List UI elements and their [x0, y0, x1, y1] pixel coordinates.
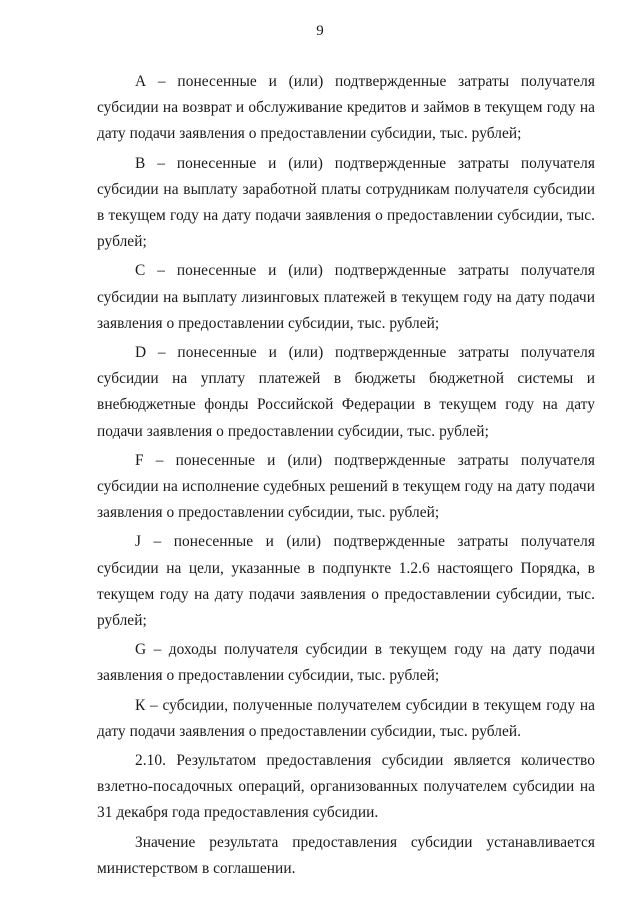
definition-d: D – понесенные и (или) подтвержденные затраты получателя субсидии на уплату платежей в бюджеты бюджетной системы и внебюджетные фонды Российской Федерации в текущем году на дату подачи заявления о предоставлении субсидии, тыс. рублей; — [97, 344, 595, 440]
definition-c: С – понесенные и (или) подтвержденные затраты получателя субсидии на выплату лизинговых платежей в текущем году на дату подачи заявления о предоставлении субсидии, тыс. рублей; — [97, 262, 595, 332]
result-value-paragraph: Значение результата предоставления субсидии устанавливается министерством в соглашении. — [97, 833, 595, 877]
clause-2-10: 2.10. Результатом предоставления субсидии является количество взлетно-посадочных операций, организованных получателем субсидии на 31 декабря года предоставления субсидии. — [97, 752, 595, 822]
definition-b: В – понесенные и (или) подтвержденные затраты получателя субсидии на выплату заработной платы сотрудникам получателя субсидии в текущем году на дату подачи заявления о предоставлении субсидии, тыс. рублей; — [97, 154, 595, 251]
definition-g: G – доходы получателя субсидии в текущем году на дату подачи заявления о предоставлении субсидии, тыс. рублей; — [97, 641, 595, 685]
document-body — [97, 69, 595, 885]
definition-a: А – понесенные и (или) подтвержденные затраты получателя субсидии на возврат и обслуживание кредитов и займов в текущем году на дату подачи заявления о предоставлении субсидии, тыс. рублей; — [97, 73, 595, 143]
definition-f: F – понесенные и (или) подтвержденные затраты получателя субсидии на исполнение судебных решений в текущем году на дату подачи заявления о предоставлении субсидии, тыс. рублей; — [97, 451, 595, 522]
definition-j: J – понесенные и (или) подтвержденные затраты получателя субсидии на цели, указанные в подпункте 1.2.6 настоящего Порядка, в текущем году на дату подачи заявления о предоставлении субсидии, тыс. рублей; — [97, 533, 595, 630]
definition-k: К – субсидии, полученные получателем субсидии в текущем году на дату подачи заявления о предоставлении субсидии, тыс. рублей. — [97, 696, 595, 740]
page-number: 9 — [316, 23, 324, 39]
